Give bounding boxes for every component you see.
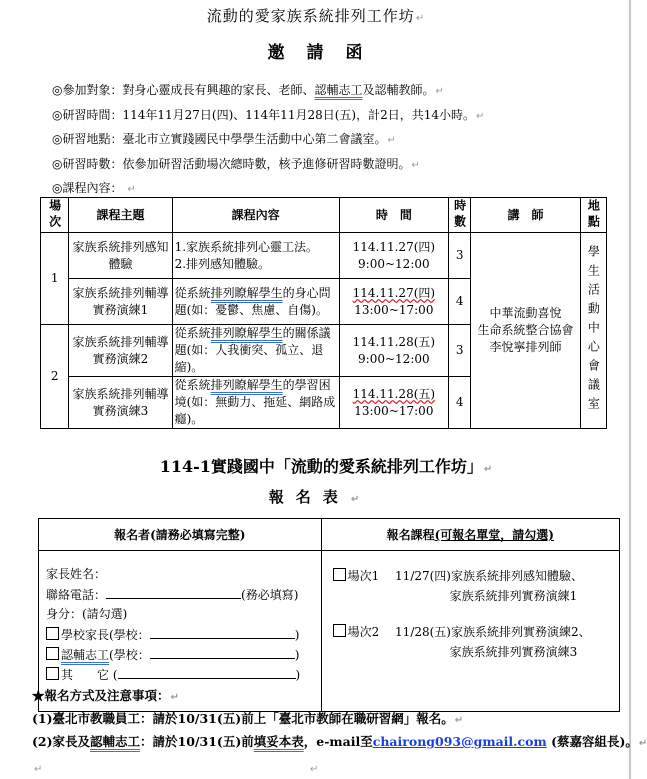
session-cell: 1 <box>41 233 69 325</box>
registration-form <box>38 518 620 712</box>
schedule-table <box>40 197 607 429</box>
time-cell: 114.11.28(五) 9:00~12:00 <box>339 325 448 377</box>
school-blank[interactable] <box>150 644 295 659</box>
registration-title: 114-1實踐國中「流動的愛系統排列工作坊」↵ <box>159 457 493 476</box>
header-time: 時 間 <box>339 198 448 233</box>
course-option-1[interactable]: 場次1 11/27(四)家族系統排列感知體驗、 <box>323 566 618 586</box>
table-row <box>41 233 607 279</box>
info-target: ◎參加對象：對身心靈成長有興趣的家長、老師、認輔志工及認輔教師。↵ <box>52 83 444 97</box>
checkbox[interactable] <box>333 568 346 581</box>
info-location: ◎研習地點：臺北市立實踐國民中學學生活動中心第二會議室。↵ <box>52 132 396 146</box>
header-hours: 時數 <box>449 198 471 233</box>
course-options: 場次1 11/27(四)家族系統排列感知體驗、 家族系統排列實務演練1 場次2 11/28(五)家族系統排列實務演練2、 家族系統排列實務演練3 <box>321 551 619 712</box>
content-cell: 1.家族系統排列心靈工法。 2.排列感知體驗。 <box>172 233 339 279</box>
option-volunteer[interactable]: 認輔志工(學校： ) <box>40 644 320 664</box>
registrant-header: 報名者(請務必填寫完整) <box>39 519 322 551</box>
info-hours: ◎研習時數：依參加研習活動場次總時數，核予進修研習時數證明。↵ <box>52 156 420 171</box>
header-content: 課程內容 <box>172 198 339 233</box>
notes-heading: ★報名方式及注意事項：↵ <box>32 688 179 703</box>
option-other[interactable]: 其 它 ( ) <box>40 664 320 684</box>
content-cell: 從系統排列瞭解學生的關係議題(如：人我衝突、孤立、退縮)。 <box>172 325 339 377</box>
info-section <box>52 78 484 201</box>
invite-heading: 邀請函 <box>267 43 385 63</box>
parent-name-field[interactable]: 家長姓名： <box>46 567 107 581</box>
content-cell: 從系統排列瞭解學生的身心問題(如：憂鬱、焦慮、自傷)。 <box>172 279 339 325</box>
course-header: 報名課程(可報名單堂，請勾選) <box>321 519 619 551</box>
identity-label: 身分：(請勾選) <box>46 607 128 621</box>
info-content: ◎課程內容： ↵ <box>52 181 136 195</box>
time-cell: 114.11.27(四) 13:00~17:00 <box>339 279 448 325</box>
note-item-1: (1)臺北市教職員工：請於10/31(五)前上「臺北市教師在職研習網」報名。↵ <box>32 711 464 726</box>
paragraph-mark: ↵ <box>310 764 319 775</box>
other-blank[interactable] <box>118 664 296 679</box>
notes-section <box>32 684 647 753</box>
time-cell: 114.11.28(五) 13:00~17:00 <box>339 377 448 429</box>
checkbox[interactable] <box>333 624 346 637</box>
info-time: ◎研習時間：114年11月27日(四)、114年11月28日(五)，計2日，共14小時。↵ <box>52 107 485 122</box>
header-topic: 課程主題 <box>69 198 172 233</box>
topic-cell: 家族系統排列輔導實務演練2 <box>69 325 172 377</box>
course-option-2[interactable]: 場次2 11/28(五)家族系統排列實務演練2、 <box>323 622 618 642</box>
email-link[interactable]: chairong093@gmail.com <box>372 734 547 749</box>
time-cell: 114.11.27(四) 9:00~12:00 <box>339 233 448 279</box>
checkbox[interactable] <box>46 647 59 660</box>
hours-cell: 3 <box>449 233 471 279</box>
schedule-header-row <box>41 198 607 233</box>
hours-cell: 4 <box>449 377 471 429</box>
header-instructor: 講 師 <box>471 198 580 233</box>
header-location: 地點 <box>580 198 606 233</box>
header-session: 場次 <box>41 198 69 233</box>
instructor-cell: 中華流動喜悅 生命系統整合協會 李悅寧排列師 <box>471 233 580 429</box>
topic-cell: 家族系統排列輔導實務演練3 <box>69 377 172 429</box>
content-cell: 從系統排列瞭解學生的學習困境(如：無動力、拖延、網路成癮)。 <box>172 377 339 429</box>
registration-subtitle: 報名表↵ <box>268 488 372 506</box>
paragraph-mark: ↵ <box>34 764 43 775</box>
checkbox[interactable] <box>46 627 59 640</box>
page-boundary <box>629 0 631 779</box>
phone-blank[interactable] <box>106 584 241 599</box>
session-cell: 2 <box>41 325 69 429</box>
note-item-2: (2)家長及認輔志工：請於10/31(五)前填妥本表，e-mail至chairong093@gmail.com (蔡嘉容組長)。↵ <box>32 734 647 749</box>
hours-cell: 3 <box>449 325 471 377</box>
option-school-parent[interactable]: 學校家長(學校： ) <box>40 624 320 644</box>
location-cell: 學生活動中心會議室 <box>580 233 606 429</box>
document-title: 流動的愛家族系統排列工作坊↵ <box>206 7 426 25</box>
phone-field[interactable]: 聯絡電話： (務必填寫) <box>40 584 320 604</box>
school-blank[interactable] <box>150 624 295 639</box>
checkbox[interactable] <box>46 667 59 680</box>
topic-cell: 家族系統排列輔導實務演練1 <box>69 279 172 325</box>
topic-cell: 家族系統排列感知體驗 <box>69 233 172 279</box>
hours-cell: 4 <box>449 279 471 325</box>
